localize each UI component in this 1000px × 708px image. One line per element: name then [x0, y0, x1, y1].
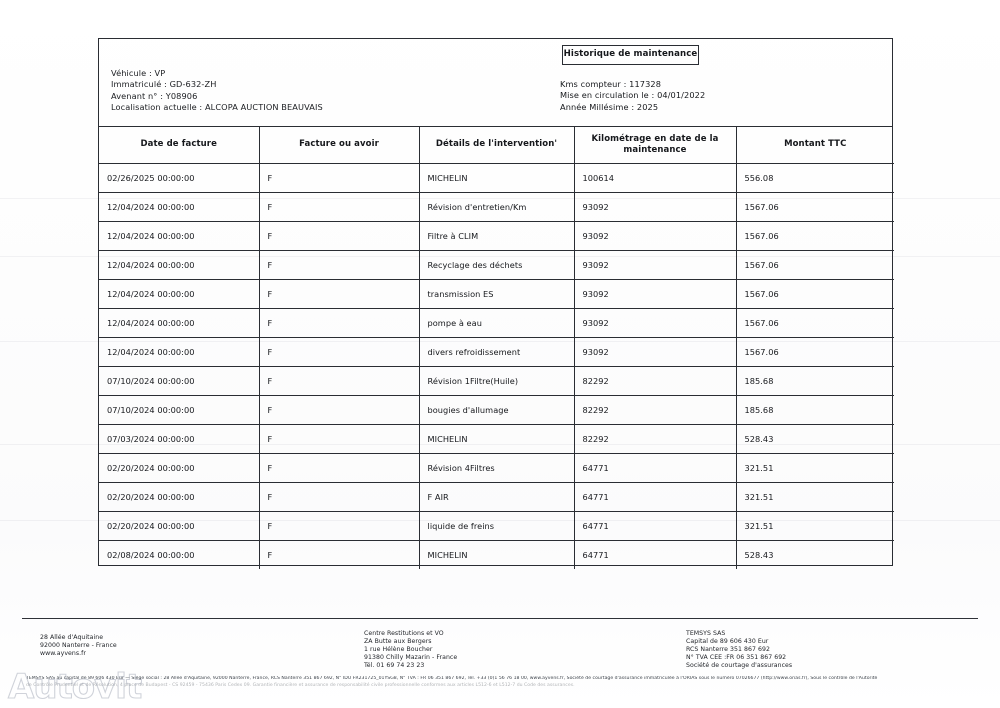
cell-mileage: 93092	[574, 222, 736, 251]
cell-invoice: F	[259, 454, 419, 483]
cell-date: 12/04/2024 00:00:00	[99, 338, 259, 367]
vehicle-line-location: Localisation actuelle : ALCOPA AUCTION BEAUVAIS	[111, 102, 323, 113]
column-header-date: Date de facture	[99, 127, 259, 164]
cell-invoice: F	[259, 251, 419, 280]
footer-right-line-3: RCS Nanterre 351 867 692	[686, 646, 770, 654]
meter-line-kms: Kms compteur : 117328	[560, 79, 662, 89]
footer-address-left	[40, 634, 117, 658]
cell-mileage: 93092	[574, 338, 736, 367]
cell-details: transmission ES	[419, 280, 574, 309]
cell-mileage: 93092	[574, 280, 736, 309]
cell-invoice: F	[259, 280, 419, 309]
legal-line-1: TEMSYS SAS au capital de 89 606 430 Eur — Siège social : 28 Allée d'Aquitaine, 92000 Nanterre, France, RCS Nanterre 351 867 692, N° IDU FR231725_01YSG8, N° TVA : FR 06 351 867 692, Tél. +33 (0)1 56 76 18 00, www.ayvens.fr, Société de courtage d'assurance immatriculée à l'ORIAS sous le numéro 07026677 (http://www.orias.fr), Sous le contrôle de l'Autorité	[26, 676, 878, 681]
cell-mileage: 64771	[574, 483, 736, 512]
column-header-mileage: Kilométrage en date de la maintenance	[574, 127, 736, 164]
cell-mileage: 64771	[574, 512, 736, 541]
cell-invoice: F	[259, 164, 419, 193]
cell-details: Révision 4Filtres	[419, 454, 574, 483]
footer-right-line-2: Capital de 89 606 430 Eur	[686, 638, 769, 646]
cell-mileage: 64771	[574, 541, 736, 570]
table-row	[99, 280, 894, 309]
table-header-row	[99, 127, 894, 164]
footer-center-line-5: Tél. 01 69 74 23 23	[364, 662, 425, 670]
cell-amount: 1567.06	[736, 309, 894, 338]
cell-amount: 1567.06	[736, 193, 894, 222]
cell-date: 12/04/2024 00:00:00	[99, 193, 259, 222]
footer-divider	[22, 618, 978, 619]
footer-center-line-1: Centre Restitutions et VO	[364, 630, 444, 637]
cell-invoice: F	[259, 309, 419, 338]
cell-details: pompe à eau	[419, 309, 574, 338]
cell-invoice: F	[259, 193, 419, 222]
cell-amount: 1567.06	[736, 251, 894, 280]
footer-center-line-4: 91380 Chilly Mazarin - France	[364, 654, 458, 662]
cell-amount: 1567.06	[736, 280, 894, 309]
maintenance-table	[99, 127, 894, 569]
cell-details: bougies d'allumage	[419, 396, 574, 425]
table-row	[99, 164, 894, 193]
cell-details: Révision 1Filtre(Huile)	[419, 367, 574, 396]
footer-left-line-1: 28 Allée d'Aquitaine	[40, 634, 104, 641]
cell-invoice: F	[259, 367, 419, 396]
cell-date: 12/04/2024 00:00:00	[99, 222, 259, 251]
table-row	[99, 512, 894, 541]
table-row	[99, 309, 894, 338]
column-header-invoice: Facture ou avoir	[259, 127, 419, 164]
cell-mileage: 82292	[574, 396, 736, 425]
footer-right-line-5: Société de courtage d'assurances	[686, 662, 793, 670]
footer-left-line-3[interactable]: www.ayvens.fr	[40, 650, 86, 658]
footer-center-line-2: ZA Butte aux Bergers	[364, 638, 432, 646]
cell-details: divers refroidissement	[419, 338, 574, 367]
footer-address-right	[686, 630, 792, 670]
meter-info-block	[560, 79, 705, 113]
cell-amount: 321.51	[736, 483, 894, 512]
cell-date: 02/26/2025 00:00:00	[99, 164, 259, 193]
meter-line-model-year: Année Millésime : 2025	[560, 101, 659, 112]
cell-date: 02/08/2024 00:00:00	[99, 541, 259, 570]
cell-invoice: F	[259, 222, 419, 251]
meter-line-first-reg: Mise en circulation le : 04/01/2022	[560, 90, 706, 101]
cell-date: 07/10/2024 00:00:00	[99, 396, 259, 425]
cell-amount: 321.51	[736, 454, 894, 483]
cell-details: MICHELIN	[419, 164, 574, 193]
cell-mileage: 64771	[574, 454, 736, 483]
cell-date: 02/20/2024 00:00:00	[99, 512, 259, 541]
legal-line-2: de Contrôle Prudentiel et de Résolution, 4 place de Budapest - CS 92459 - 75436 Paris Cedex 09. Garantie financière et assurance de responsabilité civile professionnelle conformes aux articles L512-6 et L512-7 du Code des assurances.	[26, 682, 575, 688]
cell-details: liquide de freins	[419, 512, 574, 541]
cell-invoice: F	[259, 425, 419, 454]
cell-amount: 321.51	[736, 512, 894, 541]
cell-mileage: 93092	[574, 309, 736, 338]
cell-date: 07/03/2024 00:00:00	[99, 425, 259, 454]
column-header-amount: Montant TTC	[736, 127, 894, 164]
cell-mileage: 93092	[574, 251, 736, 280]
vehicle-info-block	[111, 68, 323, 114]
footer-right-line-4: N° TVA CEE :FR 06 351 867 692	[686, 654, 787, 662]
vehicle-line-type: Véhicule : VP	[111, 68, 166, 78]
table-row	[99, 338, 894, 367]
table-row	[99, 483, 894, 512]
cell-mileage: 82292	[574, 425, 736, 454]
cell-details: Révision d'entretien/Km	[419, 193, 574, 222]
footer-left-line-2: 92000 Nanterre - France	[40, 642, 117, 650]
cell-amount: 185.68	[736, 396, 894, 425]
cell-date: 12/04/2024 00:00:00	[99, 280, 259, 309]
cell-amount: 185.68	[736, 367, 894, 396]
cell-details: MICHELIN	[419, 425, 574, 454]
cell-details: Filtre à CLIM	[419, 222, 574, 251]
cell-invoice: F	[259, 483, 419, 512]
cell-details: MICHELIN	[419, 541, 574, 570]
table-row	[99, 454, 894, 483]
table-row	[99, 396, 894, 425]
footer-address-center	[364, 630, 457, 670]
table-row	[99, 193, 894, 222]
cell-date: 07/10/2024 00:00:00	[99, 367, 259, 396]
cell-invoice: F	[259, 512, 419, 541]
cell-amount: 556.08	[736, 164, 894, 193]
cell-details: F AIR	[419, 483, 574, 512]
vehicle-line-avenant: Avenant n° : Y08906	[111, 90, 198, 101]
column-header-details: Détails de l'intervention'	[419, 127, 574, 164]
cell-details: Recyclage des déchets	[419, 251, 574, 280]
table-row	[99, 425, 894, 454]
cell-invoice: F	[259, 541, 419, 570]
cell-date: 02/20/2024 00:00:00	[99, 483, 259, 512]
cell-amount: 528.43	[744, 550, 774, 560]
cell-amount: 528.43	[736, 425, 894, 454]
footer-addresses	[0, 630, 1000, 676]
legal-fine-print	[26, 676, 986, 689]
table-row	[99, 541, 894, 570]
table-row	[99, 222, 894, 251]
footer-right-line-1: TEMSYS SAS	[686, 630, 726, 637]
table-row	[99, 367, 894, 396]
cell-date: 02/20/2024 00:00:00	[99, 454, 259, 483]
page-title: Historique de maintenance	[562, 45, 699, 65]
cell-mileage: 82292	[574, 367, 736, 396]
footer-center-line-3: 1 rue Hélène Boucher	[364, 646, 433, 654]
document-header	[99, 39, 892, 127]
maintenance-history-sheet	[98, 38, 893, 566]
cell-invoice: F	[259, 338, 419, 367]
cell-amount: 1567.06	[736, 222, 894, 251]
cell-invoice: F	[259, 396, 419, 425]
maintenance-table-body	[99, 164, 894, 570]
cell-date: 12/04/2024 00:00:00	[99, 251, 259, 280]
vehicle-line-plate: Immatriculé : GD-632-ZH	[111, 79, 217, 90]
cell-amount: 1567.06	[736, 338, 894, 367]
cell-mileage: 100614	[574, 164, 736, 193]
table-row	[99, 251, 894, 280]
cell-mileage: 93092	[574, 193, 736, 222]
cell-date: 12/04/2024 00:00:00	[99, 309, 259, 338]
